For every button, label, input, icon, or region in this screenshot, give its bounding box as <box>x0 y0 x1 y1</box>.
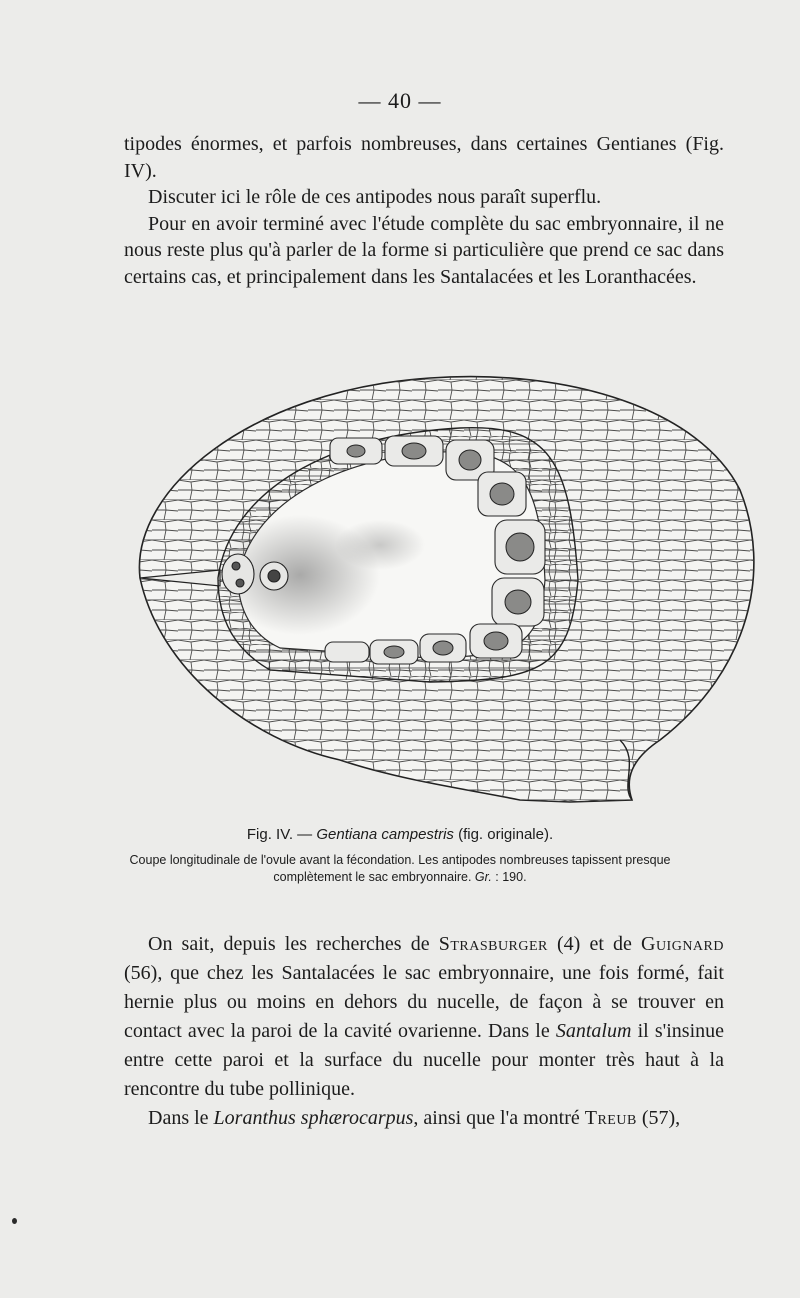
caption-text: Coupe longitudinale de l'ovule avant la fécondation. Les antipodes nombreuses tapissent presque complètement le sac embryonnaire. <box>129 853 671 884</box>
author-strasburger: Strasburger <box>438 933 548 955</box>
figure-caption-body <box>100 852 700 886</box>
text-run: (56), que chez les Santalacées le sac embryonnaire, une fois formé, fait hernie plus ou moins en dehors du nucelle, de façon à se trouver en contact avec la paroi de la cavité ovarienne. Dans le <box>124 962 724 1042</box>
bottom-text-block <box>124 930 724 1133</box>
caption-gr-value: : 190. <box>491 870 527 884</box>
author-treub: Treub <box>584 1107 637 1129</box>
paragraph-loranthus <box>124 1104 724 1133</box>
species-loranthus: Loranthus sphærocarpus <box>213 1107 414 1129</box>
figure-species: Gentiana campestris <box>316 826 454 843</box>
text-run: On sait, depuis les recherches de <box>148 933 439 955</box>
text-run: (4) et de <box>547 933 641 955</box>
ink-speck <box>12 1218 17 1224</box>
text-run: , ainsi que l'a montré <box>413 1107 585 1129</box>
text-run: il s'insinue entre cette paroi et la surface du nucelle pour monter très haut à la rencontre du tube pollinique. <box>124 1020 724 1100</box>
paragraph-continued: tipodes énormes, et parfois nombreuses, dans certaines Gentianes (Fig. IV). <box>124 133 724 182</box>
figure-caption-title <box>100 826 700 843</box>
paragraph-sac-forme: Pour en avoir terminé avec l'étude complète du sac embryonnaire, il ne nous reste plus qu'à parler de la forme si particulière que prend ce sac dans certains cas, et principalement dans les Santalacées et les Loranthacées. <box>124 212 724 288</box>
caption-gr-label: Gr. <box>474 870 492 884</box>
ovule-illustration <box>100 340 760 818</box>
genus-santalum: Santalum <box>555 1020 632 1042</box>
top-text-block <box>124 131 724 290</box>
figure-label: Fig. IV. — <box>246 826 317 843</box>
author-guignard: Guignard <box>641 933 724 955</box>
figure-note: (fig. originale). <box>453 826 554 843</box>
page-number: — 40 — <box>358 88 442 113</box>
paragraph-antipodes: Discuter ici le rôle de ces antipodes nous paraît superflu. <box>148 186 602 208</box>
text-run: Dans le <box>148 1107 214 1129</box>
paragraph-santalacees <box>124 930 724 1104</box>
text-run: (57), <box>636 1107 681 1129</box>
